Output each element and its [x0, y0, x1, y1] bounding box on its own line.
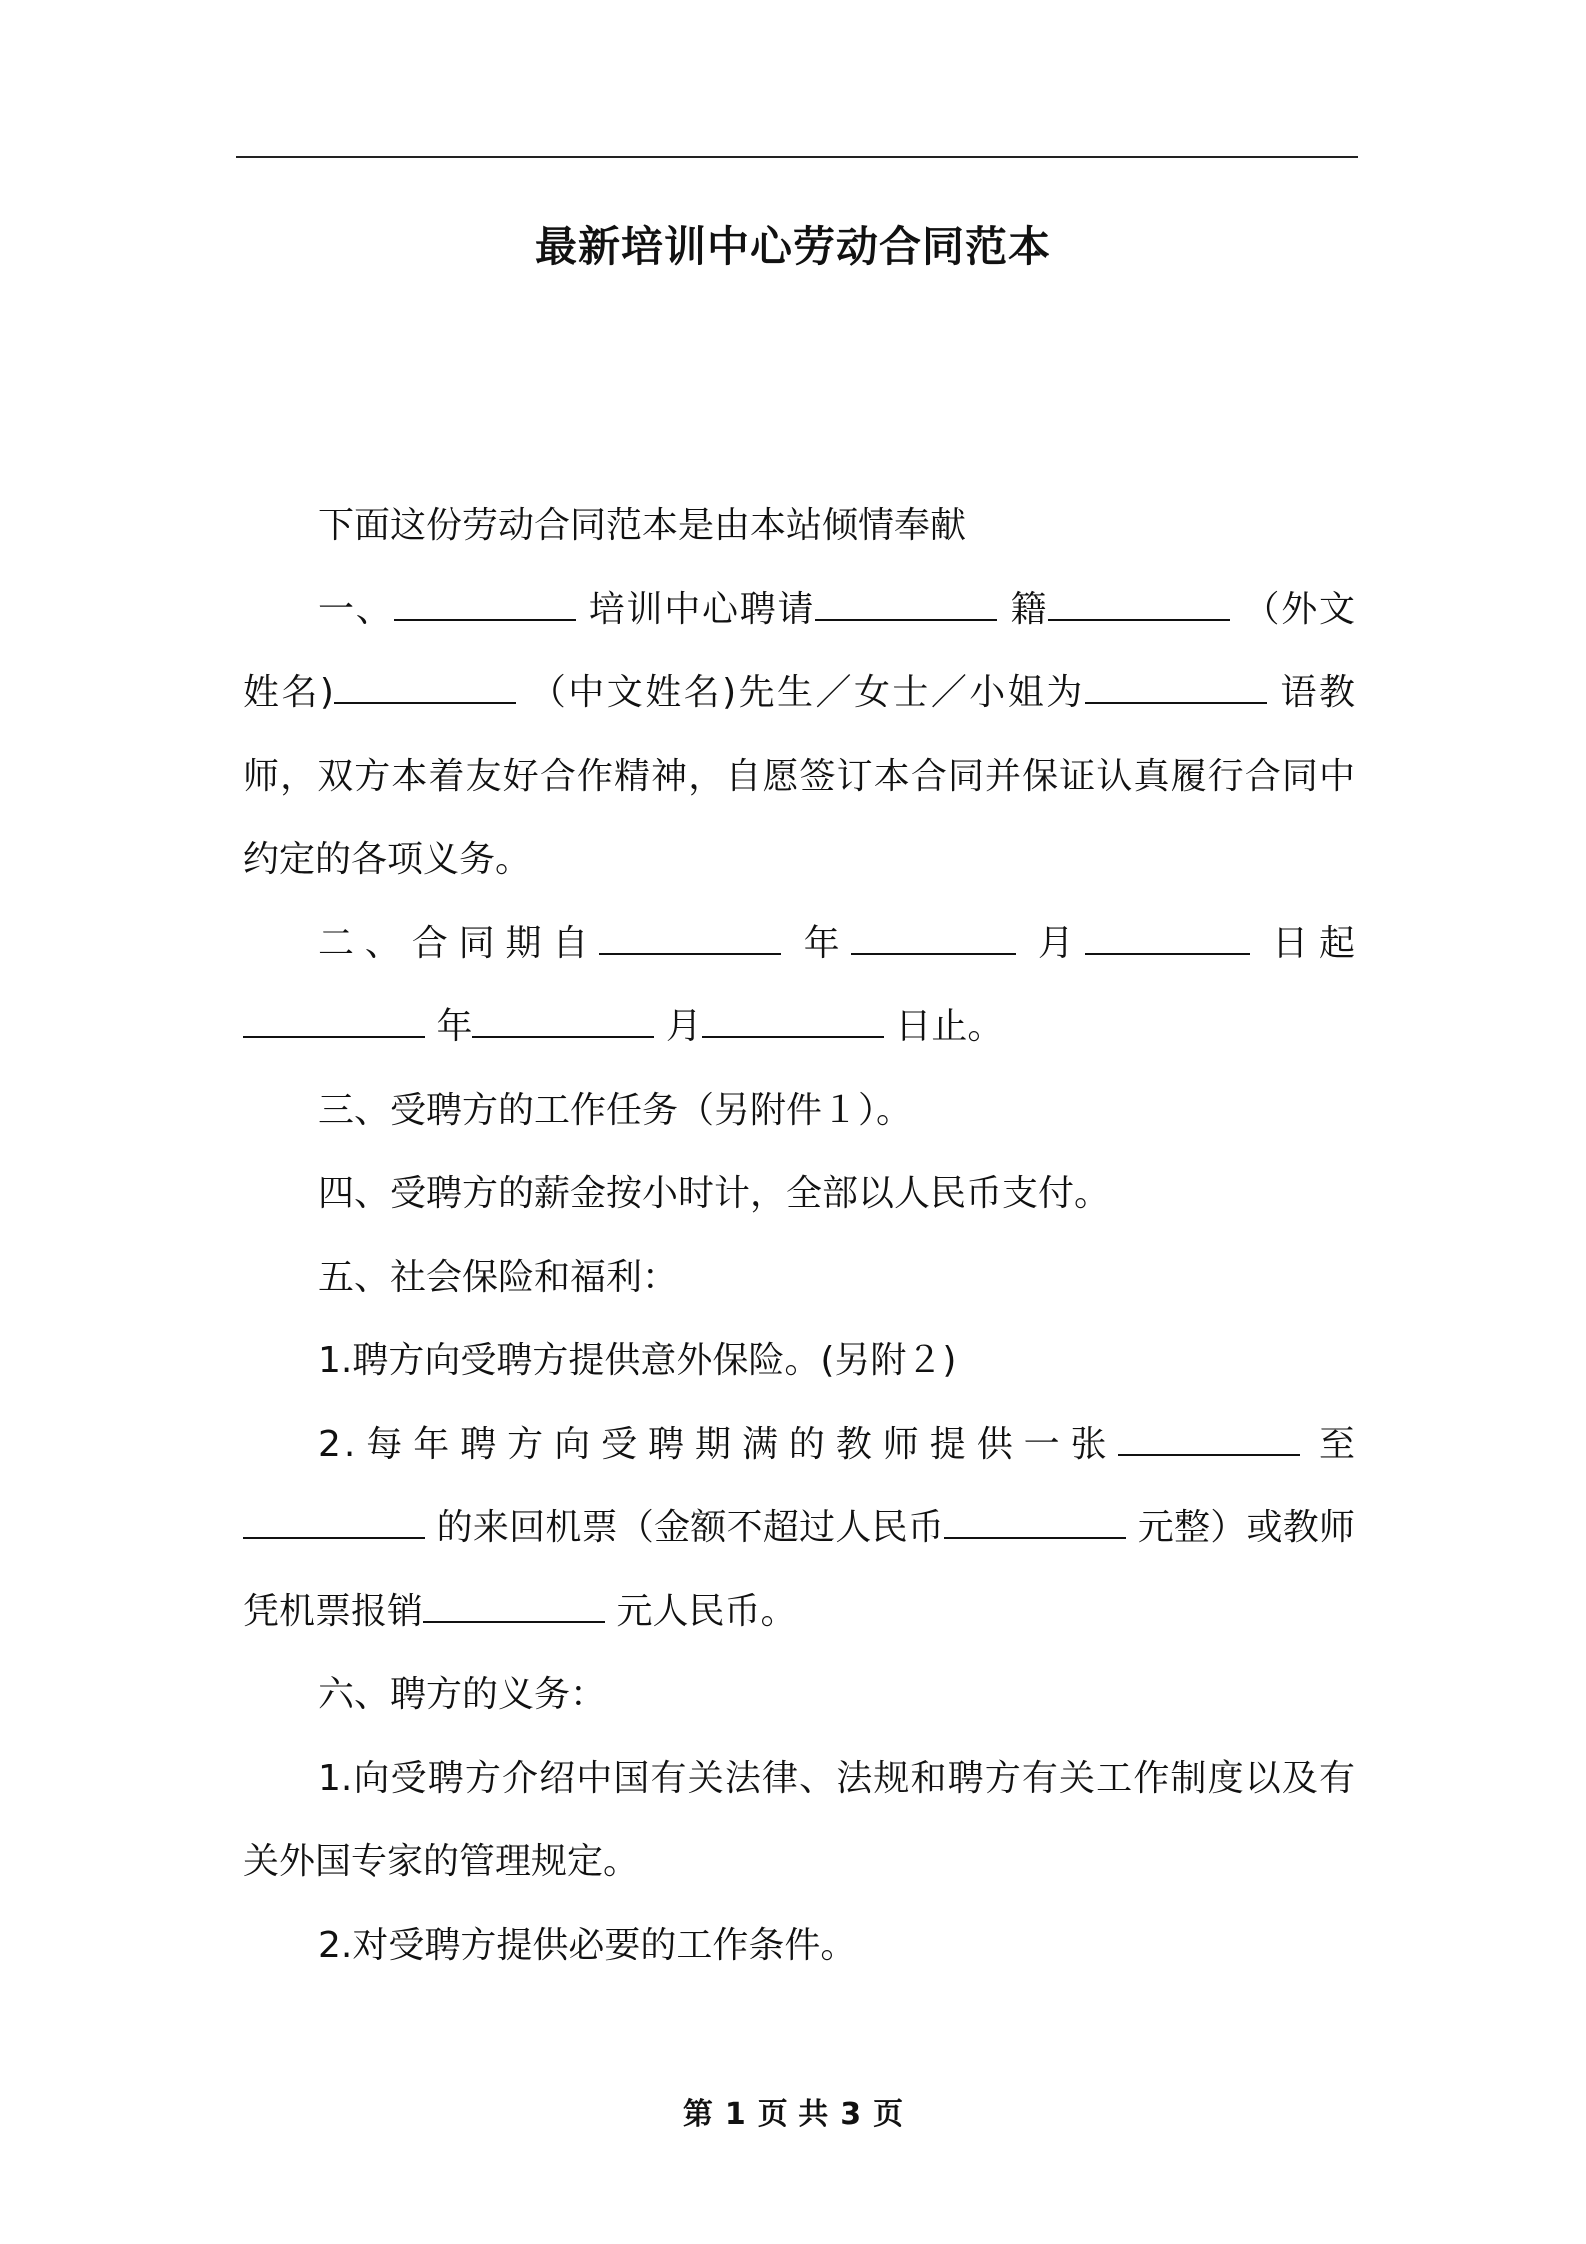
clause-2-text-e: 年: [425, 1006, 473, 1047]
clause-5-item-2: [243, 1403, 1355, 1654]
clause-6: 六、聘方的义务：: [318, 1674, 607, 1715]
clause-2: [243, 902, 1355, 1069]
clause-2-text-g: 日止。: [883, 1006, 1004, 1047]
intro-paragraph: 下面这份劳动合同范本是由本站倾情奉献: [318, 505, 967, 546]
blank-center-name: [394, 590, 576, 620]
footer-prefix: 第: [682, 2097, 713, 2132]
clause-5-item-1: 1.聘方向受聘方提供意外保险。(另附２): [318, 1340, 957, 1381]
blank-foreign-name: [1048, 590, 1230, 620]
blank-start-day: [1085, 924, 1250, 954]
clause-5-2-text-e: 元人民币。: [605, 1590, 797, 1632]
blank-end-month: [472, 1008, 654, 1038]
blank-nationality: [815, 590, 997, 620]
clause-2-text-b: 年: [781, 922, 851, 964]
clause-1: [243, 568, 1355, 902]
document-title: 最新培训中心劳动合同范本: [534, 222, 1051, 271]
blank-end-year: [243, 1008, 425, 1038]
clause-1-text-c: 籍: [997, 588, 1049, 630]
blank-ticket-amount: [944, 1509, 1126, 1539]
clause-5-2-text-c: 的来回机票（金额不超过人民币: [425, 1507, 945, 1548]
clause-1-text-f: 语教师，双方本着友好合作精神，自愿签订本合同并保证认真履行合同中约定的各项义务。: [243, 672, 1355, 880]
clause-5-2-text-b: 至: [1299, 1423, 1355, 1465]
clause-3: 三、受聘方的工作任务（另附件１）。: [318, 1089, 913, 1131]
blank-end-day: [702, 1008, 884, 1038]
clause-6-item-1: 1.向受聘方介绍中国有关法律、法规和聘方有关工作制度以及有关外国专家的管理规定。: [243, 1757, 1355, 1882]
blank-start-year: [599, 924, 781, 954]
clause-2-text-d: 日起: [1249, 922, 1355, 964]
clause-5-2-text-d: 元整）或教师凭机票报销: [243, 1507, 1355, 1632]
clause-2-text-f: 月: [654, 1006, 702, 1047]
clause-2-text-c: 月: [1015, 922, 1085, 964]
footer-total-pages: 3: [840, 2097, 862, 2132]
clause-4: 四、受聘方的薪金按小时计，全部以人民币支付。: [318, 1173, 1111, 1214]
footer-page-number: 1: [724, 2097, 746, 2132]
blank-language: [1085, 674, 1267, 704]
blank-departure: [1118, 1425, 1300, 1455]
blank-destination: [243, 1509, 425, 1539]
clause-1-text-b: 培训中心聘请: [575, 588, 816, 630]
footer-suffix: 页: [873, 2097, 904, 2132]
clause-1-text-e: （中文姓名)先生／女士／小姐为: [515, 672, 1085, 713]
blank-chinese-name: [334, 674, 516, 704]
clause-5: 五、社会保险和福利：: [318, 1256, 679, 1298]
blank-reimburse-amount: [423, 1592, 605, 1622]
page-footer: [0, 2090, 1586, 2140]
clause-1-text-a: 一、: [318, 588, 394, 630]
clause-5-2-text-a: 2.每年聘方向受聘期满的教师提供一张: [318, 1423, 1118, 1465]
clause-2-text-a: 二、合同期自: [318, 922, 600, 964]
footer-middle: 页 共: [757, 2097, 829, 2132]
document-body: [243, 484, 1355, 1987]
clause-1-text-d: （外文姓名): [243, 588, 1355, 713]
clause-6-item-2: 2.对受聘方提供必要的工作条件。: [318, 1924, 857, 1966]
blank-start-month: [851, 924, 1016, 954]
header-rule: [236, 156, 1358, 158]
